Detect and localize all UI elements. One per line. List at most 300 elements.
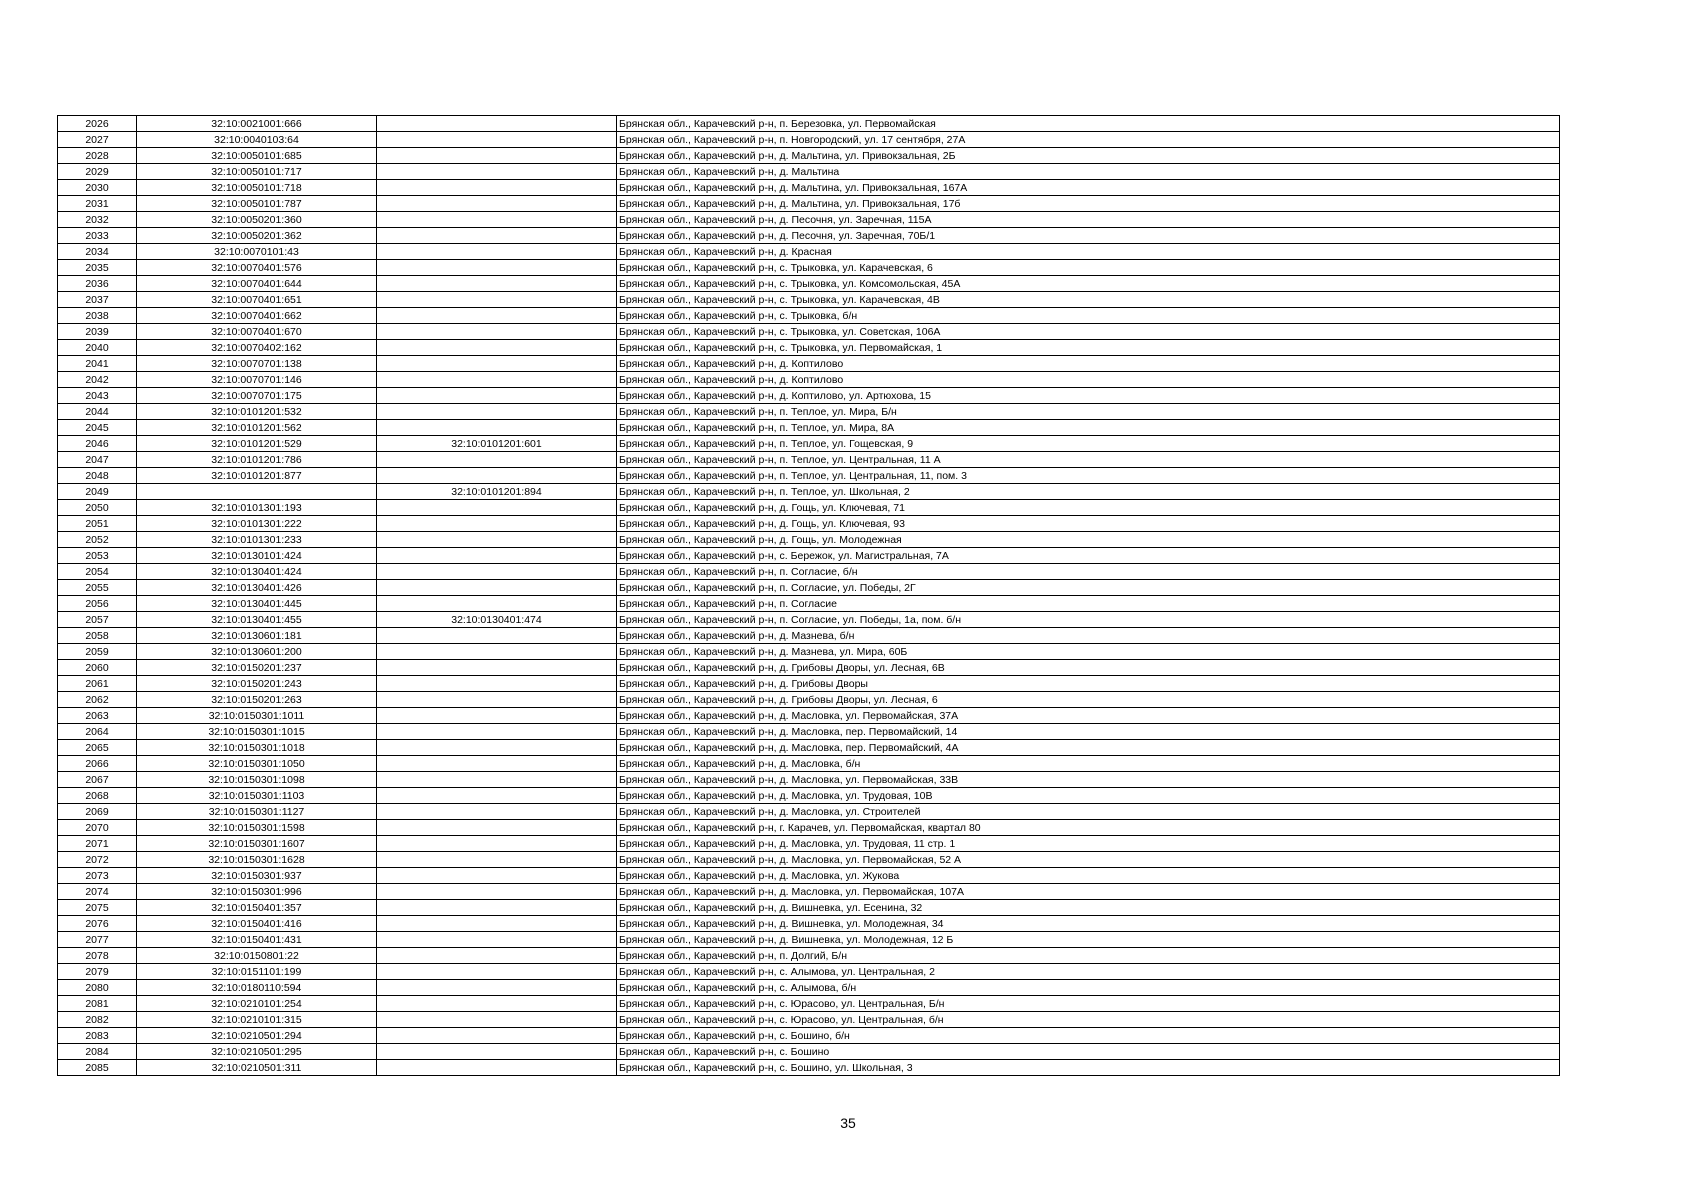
cadastral-number: 32:10:0150301:1018: [137, 740, 377, 756]
related-cadastral-number: [377, 196, 617, 212]
address: Брянская обл., Карачевский р-н, с. Трыковка, ул. Советская, 106А: [617, 324, 1560, 340]
address: Брянская обл., Карачевский р-н, д. Масловка, пер. Первомайский, 4А: [617, 740, 1560, 756]
table-row: [58, 1044, 1560, 1060]
address: Брянская обл., Карачевский р-н, д. Гощь, ул. Ключевая, 71: [617, 500, 1560, 516]
row-number: 2045: [58, 420, 137, 436]
cadastral-number: 32:10:0050101:787: [137, 196, 377, 212]
row-number: 2032: [58, 212, 137, 228]
address: Брянская обл., Карачевский р-н, д. Мальтина, ул. Привокзальная, 167А: [617, 180, 1560, 196]
row-number: 2051: [58, 516, 137, 532]
address: Брянская обл., Карачевский р-н, д. Коптилово, ул. Артюхова, 15: [617, 388, 1560, 404]
cadastral-number: 32:10:0150401:357: [137, 900, 377, 916]
cadastral-number: 32:10:0101201:877: [137, 468, 377, 484]
table-row: [58, 756, 1560, 772]
cadastral-number: 32:10:0070401:644: [137, 276, 377, 292]
page-number: 35: [840, 1115, 856, 1131]
table-row: [58, 420, 1560, 436]
table-row: [58, 628, 1560, 644]
address: Брянская обл., Карачевский р-н, д. Масловка, ул. Первомайская, 52 А: [617, 852, 1560, 868]
row-number: 2034: [58, 244, 137, 260]
row-number: 2056: [58, 596, 137, 612]
related-cadastral-number: 32:10:0101201:601: [377, 436, 617, 452]
address: Брянская обл., Карачевский р-н, д. Масловка, ул. Трудовая, 10В: [617, 788, 1560, 804]
cadastral-number: 32:10:0150301:1607: [137, 836, 377, 852]
table-row: [58, 212, 1560, 228]
row-number: 2054: [58, 564, 137, 580]
row-number: 2081: [58, 996, 137, 1012]
cadastral-number: 32:10:0130401:426: [137, 580, 377, 596]
related-cadastral-number: [377, 500, 617, 516]
table-row: [58, 1012, 1560, 1028]
row-number: 2075: [58, 900, 137, 916]
related-cadastral-number: [377, 324, 617, 340]
row-number: 2033: [58, 228, 137, 244]
related-cadastral-number: [377, 740, 617, 756]
address: Брянская обл., Карачевский р-н, д. Масловка, ул. Трудовая, 11 стр. 1: [617, 836, 1560, 852]
table-row: [58, 276, 1560, 292]
table-row: [58, 788, 1560, 804]
table-row: [58, 948, 1560, 964]
related-cadastral-number: [377, 340, 617, 356]
row-number: 2076: [58, 916, 137, 932]
address: Брянская обл., Карачевский р-н, д. Мазнева, б/н: [617, 628, 1560, 644]
table-row: [58, 644, 1560, 660]
cadastral-number: 32:10:0130601:200: [137, 644, 377, 660]
row-number: 2058: [58, 628, 137, 644]
table-row: [58, 180, 1560, 196]
address: Брянская обл., Карачевский р-н, с. Юрасово, ул. Центральная, б/н: [617, 1012, 1560, 1028]
address: Брянская обл., Карачевский р-н, с. Трыковка, ул. Карачевская, 4В: [617, 292, 1560, 308]
cadastral-number: 32:10:0040103:64: [137, 132, 377, 148]
cadastral-number: 32:10:0070401:576: [137, 260, 377, 276]
row-number: 2037: [58, 292, 137, 308]
related-cadastral-number: [377, 292, 617, 308]
address: Брянская обл., Карачевский р-н, д. Грибовы Дворы: [617, 676, 1560, 692]
related-cadastral-number: [377, 1060, 617, 1076]
cadastral-number: 32:10:0150301:1098: [137, 772, 377, 788]
address: Брянская обл., Карачевский р-н, д. Вишневка, ул. Молодежная, 12 Б: [617, 932, 1560, 948]
related-cadastral-number: [377, 996, 617, 1012]
cadastral-number: 32:10:0050101:717: [137, 164, 377, 180]
row-number: 2069: [58, 804, 137, 820]
address: Брянская обл., Карачевский р-н, д. Мальтина: [617, 164, 1560, 180]
address: Брянская обл., Карачевский р-н, д. Гощь, ул. Ключевая, 93: [617, 516, 1560, 532]
row-number: 2053: [58, 548, 137, 564]
row-number: 2035: [58, 260, 137, 276]
cadastral-number: 32:10:0210501:295: [137, 1044, 377, 1060]
table-row: [58, 836, 1560, 852]
address: Брянская обл., Карачевский р-н, п. Согласие, ул. Победы, 1а, пом. б/н: [617, 612, 1560, 628]
related-cadastral-number: 32:10:0101201:894: [377, 484, 617, 500]
address: Брянская обл., Карачевский р-н, д. Вишневка, ул. Есенина, 32: [617, 900, 1560, 916]
row-number: 2050: [58, 500, 137, 516]
table-row: [58, 500, 1560, 516]
address: Брянская обл., Карачевский р-н, д. Вишневка, ул. Молодежная, 34: [617, 916, 1560, 932]
table-row: [58, 676, 1560, 692]
cadastral-number: 32:10:0101301:193: [137, 500, 377, 516]
cadastral-number: 32:10:0150801:22: [137, 948, 377, 964]
cadastral-number: 32:10:0070701:138: [137, 356, 377, 372]
address: Брянская обл., Карачевский р-н, п. Теплое, ул. Центральная, 11, пом. 3: [617, 468, 1560, 484]
cadastral-number: 32:10:0101301:233: [137, 532, 377, 548]
row-number: 2042: [58, 372, 137, 388]
cadastral-number: 32:10:0101201:532: [137, 404, 377, 420]
table-row: [58, 468, 1560, 484]
table-row: [58, 996, 1560, 1012]
table-row: [58, 884, 1560, 900]
related-cadastral-number: [377, 116, 617, 132]
table-row: [58, 564, 1560, 580]
related-cadastral-number: [377, 900, 617, 916]
cadastral-number: 32:10:0150201:263: [137, 692, 377, 708]
row-number: 2074: [58, 884, 137, 900]
table-row: [58, 900, 1560, 916]
related-cadastral-number: [377, 548, 617, 564]
row-number: 2063: [58, 708, 137, 724]
related-cadastral-number: [377, 564, 617, 580]
related-cadastral-number: [377, 404, 617, 420]
row-number: 2046: [58, 436, 137, 452]
table-row: [58, 436, 1560, 452]
row-number: 2031: [58, 196, 137, 212]
address: Брянская обл., Карачевский р-н, д. Масловка, ул. Строителей: [617, 804, 1560, 820]
row-number: 2055: [58, 580, 137, 596]
cadastral-number: 32:10:0130101:424: [137, 548, 377, 564]
cadastral-number: 32:10:0210101:315: [137, 1012, 377, 1028]
address: Брянская обл., Карачевский р-н, с. Алымова, б/н: [617, 980, 1560, 996]
related-cadastral-number: [377, 948, 617, 964]
related-cadastral-number: [377, 516, 617, 532]
table-row: [58, 292, 1560, 308]
row-number: 2029: [58, 164, 137, 180]
row-number: 2047: [58, 452, 137, 468]
related-cadastral-number: [377, 228, 617, 244]
row-number: 2083: [58, 1028, 137, 1044]
table-row: [58, 260, 1560, 276]
cadastral-number: 32:10:0130401:445: [137, 596, 377, 612]
row-number: 2044: [58, 404, 137, 420]
related-cadastral-number: [377, 820, 617, 836]
row-number: 2048: [58, 468, 137, 484]
related-cadastral-number: [377, 468, 617, 484]
address: Брянская обл., Карачевский р-н, д. Масловка, ул. Первомайская, 33В: [617, 772, 1560, 788]
cadastral-number: 32:10:0070401:651: [137, 292, 377, 308]
cadastral-number: 32:10:0050201:362: [137, 228, 377, 244]
table-row: [58, 116, 1560, 132]
address: Брянская обл., Карачевский р-н, с. Трыковка, б/н: [617, 308, 1560, 324]
cadastral-number: 32:10:0021001:666: [137, 116, 377, 132]
cadastral-number: 32:10:0101301:222: [137, 516, 377, 532]
related-cadastral-number: [377, 660, 617, 676]
address: Брянская обл., Карачевский р-н, п. Березовка, ул. Первомайская: [617, 116, 1560, 132]
table-row: [58, 1028, 1560, 1044]
cadastral-number: 32:10:0150301:996: [137, 884, 377, 900]
cadastral-number: 32:10:0150201:243: [137, 676, 377, 692]
cadastral-number: 32:10:0070701:146: [137, 372, 377, 388]
table-row: [58, 692, 1560, 708]
cadastral-number: 32:10:0210501:294: [137, 1028, 377, 1044]
cadastral-number: 32:10:0150301:1015: [137, 724, 377, 740]
address: Брянская обл., Карачевский р-н, п. Теплое, ул. Школьная, 2: [617, 484, 1560, 500]
row-number: 2043: [58, 388, 137, 404]
related-cadastral-number: [377, 420, 617, 436]
related-cadastral-number: [377, 132, 617, 148]
address: Брянская обл., Карачевский р-н, д. Масловка, пер. Первомайский, 14: [617, 724, 1560, 740]
address: Брянская обл., Карачевский р-н, г. Карачев, ул. Первомайская, квартал 80: [617, 820, 1560, 836]
cadastral-number: 32:10:0070101:43: [137, 244, 377, 260]
table-row: [58, 740, 1560, 756]
row-number: 2062: [58, 692, 137, 708]
address: Брянская обл., Карачевский р-н, п. Согласие: [617, 596, 1560, 612]
related-cadastral-number: [377, 788, 617, 804]
table-row: [58, 452, 1560, 468]
row-number: 2052: [58, 532, 137, 548]
related-cadastral-number: [377, 692, 617, 708]
cadastral-number: 32:10:0151101:199: [137, 964, 377, 980]
table-row: [58, 372, 1560, 388]
address: Брянская обл., Карачевский р-н, д. Коптилово: [617, 356, 1560, 372]
address: Брянская обл., Карачевский р-н, д. Мазнева, ул. Мира, 60Б: [617, 644, 1560, 660]
cadastral-number: 32:10:0150201:237: [137, 660, 377, 676]
cadastral-number: 32:10:0050101:718: [137, 180, 377, 196]
address: Брянская обл., Карачевский р-н, д. Масловка, ул. Жукова: [617, 868, 1560, 884]
related-cadastral-number: [377, 1028, 617, 1044]
related-cadastral-number: [377, 596, 617, 612]
cadastral-number: 32:10:0150301:1103: [137, 788, 377, 804]
related-cadastral-number: [377, 964, 617, 980]
related-cadastral-number: [377, 388, 617, 404]
property-table: [57, 115, 1560, 1076]
row-number: 2026: [58, 116, 137, 132]
table-row: [58, 196, 1560, 212]
cadastral-number: 32:10:0101201:562: [137, 420, 377, 436]
related-cadastral-number: [377, 276, 617, 292]
row-number: 2073: [58, 868, 137, 884]
table-row: [58, 404, 1560, 420]
cadastral-number: 32:10:0210501:311: [137, 1060, 377, 1076]
row-number: 2070: [58, 820, 137, 836]
table-row: [58, 804, 1560, 820]
cadastral-number: 32:10:0070402:162: [137, 340, 377, 356]
row-number: 2049: [58, 484, 137, 500]
table-row: [58, 596, 1560, 612]
table-row: [58, 980, 1560, 996]
address: Брянская обл., Карачевский р-н, д. Мальтина, ул. Привокзальная, 2Б: [617, 148, 1560, 164]
related-cadastral-number: [377, 772, 617, 788]
related-cadastral-number: [377, 708, 617, 724]
related-cadastral-number: [377, 356, 617, 372]
address: Брянская обл., Карачевский р-н, с. Бошино, б/н: [617, 1028, 1560, 1044]
table-row: [58, 308, 1560, 324]
related-cadastral-number: [377, 916, 617, 932]
cadastral-number: 32:10:0101201:529: [137, 436, 377, 452]
related-cadastral-number: [377, 212, 617, 228]
row-number: 2078: [58, 948, 137, 964]
row-number: 2061: [58, 676, 137, 692]
cadastral-number: 32:10:0150401:431: [137, 932, 377, 948]
row-number: 2079: [58, 964, 137, 980]
row-number: 2041: [58, 356, 137, 372]
cadastral-number: 32:10:0150401:416: [137, 916, 377, 932]
related-cadastral-number: [377, 756, 617, 772]
row-number: 2085: [58, 1060, 137, 1076]
row-number: 2084: [58, 1044, 137, 1060]
row-number: 2066: [58, 756, 137, 772]
row-number: 2030: [58, 180, 137, 196]
table-row: [58, 244, 1560, 260]
row-number: 2071: [58, 836, 137, 852]
address: Брянская обл., Карачевский р-н, д. Грибовы Дворы, ул. Лесная, 6В: [617, 660, 1560, 676]
related-cadastral-number: [377, 260, 617, 276]
address: Брянская обл., Карачевский р-н, с. Бошино, ул. Школьная, 3: [617, 1060, 1560, 1076]
address: Брянская обл., Карачевский р-н, д. Масловка, б/н: [617, 756, 1560, 772]
row-number: 2027: [58, 132, 137, 148]
cadastral-number: 32:10:0050101:685: [137, 148, 377, 164]
cadastral-number: 32:10:0210101:254: [137, 996, 377, 1012]
row-number: 2064: [58, 724, 137, 740]
row-number: 2057: [58, 612, 137, 628]
row-number: 2080: [58, 980, 137, 996]
row-number: 2038: [58, 308, 137, 324]
address: Брянская обл., Карачевский р-н, п. Согласие, б/н: [617, 564, 1560, 580]
row-number: 2068: [58, 788, 137, 804]
address: Брянская обл., Карачевский р-н, д. Гощь, ул. Молодежная: [617, 532, 1560, 548]
address: Брянская обл., Карачевский р-н, д. Песочня, ул. Заречная, 115А: [617, 212, 1560, 228]
table-row: [58, 820, 1560, 836]
table-row: [58, 532, 1560, 548]
table-row: [58, 228, 1560, 244]
address: Брянская обл., Карачевский р-н, с. Трыковка, ул. Комсомольская, 45А: [617, 276, 1560, 292]
address: Брянская обл., Карачевский р-н, п. Согласие, ул. Победы, 2Г: [617, 580, 1560, 596]
cadastral-number: 32:10:0050201:360: [137, 212, 377, 228]
address: Брянская обл., Карачевский р-н, с. Бошино: [617, 1044, 1560, 1060]
cadastral-number: 32:10:0150301:1598: [137, 820, 377, 836]
table-row: [58, 324, 1560, 340]
address: Брянская обл., Карачевский р-н, с. Алымова, ул. Центральная, 2: [617, 964, 1560, 980]
row-number: 2082: [58, 1012, 137, 1028]
cadastral-number: 32:10:0150301:1127: [137, 804, 377, 820]
row-number: 2039: [58, 324, 137, 340]
cadastral-number: 32:10:0101201:786: [137, 452, 377, 468]
table-row: [58, 772, 1560, 788]
address: Брянская обл., Карачевский р-н, п. Новгородский, ул. 17 сентября, 27А: [617, 132, 1560, 148]
table-row: [58, 516, 1560, 532]
related-cadastral-number: [377, 980, 617, 996]
cadastral-number: 32:10:0070401:670: [137, 324, 377, 340]
related-cadastral-number: [377, 308, 617, 324]
cadastral-number: 32:10:0130401:424: [137, 564, 377, 580]
table-row: [58, 868, 1560, 884]
table-row: [58, 340, 1560, 356]
table-row: [58, 388, 1560, 404]
address: Брянская обл., Карачевский р-н, с. Бережок, ул. Магистральная, 7А: [617, 548, 1560, 564]
table-row: [58, 964, 1560, 980]
address: Брянская обл., Карачевский р-н, д. Грибовы Дворы, ул. Лесная, 6: [617, 692, 1560, 708]
row-number: 2060: [58, 660, 137, 676]
row-number: 2067: [58, 772, 137, 788]
cadastral-number: 32:10:0150301:1628: [137, 852, 377, 868]
address: Брянская обл., Карачевский р-н, с. Трыковка, ул. Карачевская, 6: [617, 260, 1560, 276]
related-cadastral-number: [377, 676, 617, 692]
table-row: [58, 132, 1560, 148]
row-number: 2028: [58, 148, 137, 164]
row-number: 2065: [58, 740, 137, 756]
address: Брянская обл., Карачевский р-н, с. Юрасово, ул. Центральная, Б/н: [617, 996, 1560, 1012]
related-cadastral-number: [377, 372, 617, 388]
table-row: [58, 148, 1560, 164]
table-row: [58, 1060, 1560, 1076]
related-cadastral-number: [377, 148, 617, 164]
table-row: [58, 484, 1560, 500]
related-cadastral-number: [377, 1012, 617, 1028]
cadastral-number: 32:10:0150301:937: [137, 868, 377, 884]
table-body: [58, 116, 1560, 1076]
address: Брянская обл., Карачевский р-н, д. Масловка, ул. Первомайская, 37А: [617, 708, 1560, 724]
related-cadastral-number: [377, 884, 617, 900]
table-row: [58, 916, 1560, 932]
row-number: 2040: [58, 340, 137, 356]
table-row: [58, 660, 1560, 676]
related-cadastral-number: 32:10:0130401:474: [377, 612, 617, 628]
related-cadastral-number: [377, 644, 617, 660]
address: Брянская обл., Карачевский р-н, с. Трыковка, ул. Первомайская, 1: [617, 340, 1560, 356]
related-cadastral-number: [377, 244, 617, 260]
address: Брянская обл., Карачевский р-н, д. Мальтина, ул. Привокзальная, 17б: [617, 196, 1560, 212]
cadastral-number: 32:10:0070701:175: [137, 388, 377, 404]
related-cadastral-number: [377, 724, 617, 740]
table-row: [58, 932, 1560, 948]
related-cadastral-number: [377, 868, 617, 884]
cadastral-number: 32:10:0150301:1050: [137, 756, 377, 772]
table-row: [58, 724, 1560, 740]
table-row: [58, 548, 1560, 564]
row-number: 2077: [58, 932, 137, 948]
cadastral-number: 32:10:0180110:594: [137, 980, 377, 996]
table-row: [58, 852, 1560, 868]
address: Брянская обл., Карачевский р-н, д. Красная: [617, 244, 1560, 260]
address: Брянская обл., Карачевский р-н, д. Масловка, ул. Первомайская, 107А: [617, 884, 1560, 900]
related-cadastral-number: [377, 852, 617, 868]
cadastral-number: 32:10:0130601:181: [137, 628, 377, 644]
related-cadastral-number: [377, 580, 617, 596]
table-row: [58, 580, 1560, 596]
address: Брянская обл., Карачевский р-н, п. Теплое, ул. Мира, Б/н: [617, 404, 1560, 420]
cadastral-number: 32:10:0070401:662: [137, 308, 377, 324]
table-row: [58, 164, 1560, 180]
cadastral-number: [137, 484, 377, 500]
address: Брянская обл., Карачевский р-н, п. Теплое, ул. Гощевская, 9: [617, 436, 1560, 452]
related-cadastral-number: [377, 452, 617, 468]
related-cadastral-number: [377, 164, 617, 180]
table-row: [58, 356, 1560, 372]
table-row: [58, 708, 1560, 724]
related-cadastral-number: [377, 836, 617, 852]
row-number: 2059: [58, 644, 137, 660]
related-cadastral-number: [377, 932, 617, 948]
address: Брянская обл., Карачевский р-н, д. Песочня, ул. Заречная, 70Б/1: [617, 228, 1560, 244]
table-row: [58, 612, 1560, 628]
cadastral-number: 32:10:0130401:455: [137, 612, 377, 628]
address: Брянская обл., Карачевский р-н, д. Коптилово: [617, 372, 1560, 388]
related-cadastral-number: [377, 804, 617, 820]
address: Брянская обл., Карачевский р-н, п. Теплое, ул. Мира, 8А: [617, 420, 1560, 436]
address: Брянская обл., Карачевский р-н, п. Теплое, ул. Центральная, 11 А: [617, 452, 1560, 468]
related-cadastral-number: [377, 1044, 617, 1060]
related-cadastral-number: [377, 180, 617, 196]
row-number: 2072: [58, 852, 137, 868]
cadastral-number: 32:10:0150301:1011: [137, 708, 377, 724]
address: Брянская обл., Карачевский р-н, п. Долгий, Б/н: [617, 948, 1560, 964]
